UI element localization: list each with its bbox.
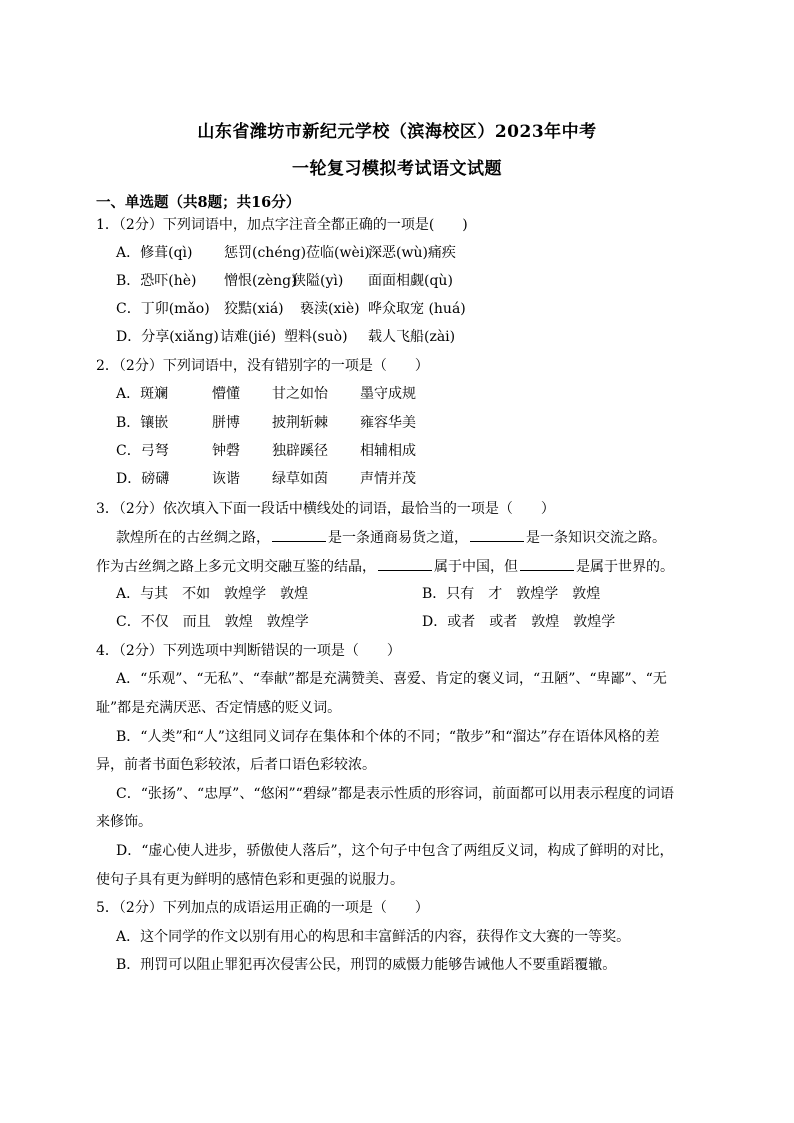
- question-3-option-b: B．只有 才 敦煌学 敦煌: [422, 586, 601, 602]
- question-5-option-a: A．这个同学的作文以别有用心的构思和丰富鲜活的内容，获得作文大赛的一等奖。: [116, 929, 631, 945]
- question-2-option-c: [116, 441, 416, 461]
- option-text: D．分享(xiǎng): [116, 329, 219, 345]
- option-text: 诙谐: [212, 471, 240, 487]
- question-5-stem: 5．（2分）下列加点的成语运用正确的一项是（ ）: [96, 900, 429, 916]
- option-text: 憎恨(zèng): [224, 273, 297, 289]
- question-3-option-d: D．或者 或者 敦煌 敦煌学: [422, 614, 616, 630]
- option-text: 惩罚(chéng)莅临(wèi): [224, 245, 370, 261]
- fill-blank: [470, 527, 524, 542]
- question-3-stem: 3．（2分）依次填入下面一段话中横线处的词语，最恰当的一项是（ ）: [96, 501, 555, 517]
- option-text: 雍容华美: [360, 415, 416, 431]
- option-text: C．丁卯(mǎo): [116, 301, 210, 317]
- option-text: B．镶嵌: [116, 415, 169, 431]
- option-text: 狡黠(xiá): [224, 301, 284, 317]
- question-1-option-c: [116, 299, 466, 319]
- option-text: 亵渎(xiè): [300, 301, 360, 317]
- section-heading: 一、单选题（共8题；共16分）: [96, 194, 301, 211]
- passage-text: 是属于世界的。: [576, 559, 674, 575]
- option-text: 深恶(wù)痛疾: [368, 245, 456, 261]
- option-text: 胼博: [212, 415, 240, 431]
- option-text: 诘难(jié): [220, 329, 277, 345]
- question-3-option-a: A．与其 不如 敦煌学 敦煌: [116, 586, 309, 602]
- question-4-option-a-cont: 耻”都是充满厌恶、否定情感的贬义词。: [96, 700, 342, 716]
- passage-text: 是一条知识交流之路。: [526, 530, 666, 546]
- option-text: B．恐吓(hè): [116, 273, 197, 289]
- option-text: A．修葺(qì): [116, 245, 193, 261]
- passage-text: 作为古丝绸之路上多元文明交融互鉴的结晶，: [96, 559, 376, 575]
- fill-blank: [272, 527, 326, 542]
- question-4-option-b: B．“人类”和“人”这组同义词存在集体和个体的不同；“散步”和“溜达”存在语体风格的差: [116, 729, 660, 745]
- option-text: 墨守成规: [360, 386, 416, 402]
- fill-blank: [520, 556, 574, 571]
- option-text: 载人飞船(zài): [368, 329, 456, 345]
- option-text: 甘之如怡: [272, 386, 328, 402]
- question-2-option-d: [116, 469, 416, 489]
- page-subtitle: 一轮复习模拟考试语文试题: [292, 159, 502, 179]
- question-4-stem: 4．（2分）下列选项中判断错误的一项是（ ）: [96, 643, 401, 659]
- page-title: 山东省潍坊市新纪元学校（滨海校区）2023年中考: [197, 122, 597, 142]
- question-3-option-c: C．不仅 而且 敦煌 敦煌学: [116, 614, 309, 630]
- question-4-option-b-cont: 异，前者书面色彩较浓，后者口语色彩较浓。: [96, 757, 376, 773]
- option-text: 声情并茂: [360, 471, 416, 487]
- question-4-option-d-cont: 使句子具有更为鲜明的感情色彩和更强的说服力。: [96, 872, 404, 888]
- option-text: 懵懂: [212, 386, 240, 402]
- option-text: C．弓弩: [116, 443, 169, 459]
- question-1-option-a: [116, 243, 456, 263]
- question-3-passage-line-1: [116, 527, 666, 548]
- option-text: 绿草如茵: [272, 471, 328, 487]
- option-text: A．斑斓: [116, 386, 169, 402]
- question-4-option-c-cont: 来修饰。: [96, 814, 152, 830]
- option-text: 塑料(suò): [284, 329, 348, 345]
- passage-text: 属于中国，但: [434, 559, 518, 575]
- question-3-passage-line-2: [96, 556, 674, 577]
- option-text: 面面相觑(qù): [368, 273, 453, 289]
- question-2-stem: 2．（2分）下列词语中，没有错别字的一项是（ ）: [96, 358, 429, 374]
- question-4-option-a: A．“乐观”、“无私”、“奉献”都是充满赞美、喜爱、肯定的褒义词，“丑陋”、“卑鄙”、“无: [116, 671, 667, 687]
- question-4-option-d: D．“虚心使人进步，骄傲使人落后”，这个句子中包含了两组反义词，构成了鲜明的对比，: [116, 843, 674, 859]
- question-1-option-b: [116, 271, 453, 291]
- question-1-stem: 1．（2分）下列词语中，加点字注音全都正确的一项是( ): [96, 217, 468, 233]
- option-text: 狭隘(yì): [292, 273, 344, 289]
- question-4-option-c: C．“张扬”、“忠厚”、“悠闲”“碧绿”都是表示性质的形容词，前面都可以用表示程度的词语: [116, 786, 674, 802]
- question-5-option-b: B．刑罚可以阻止罪犯再次侵害公民，刑罚的威慑力能够告诫他人不要重蹈覆辙。: [116, 957, 617, 973]
- passage-text: 是一条通商易货之道，: [328, 530, 468, 546]
- question-2-option-a: [116, 384, 416, 404]
- option-text: 相辅相成: [360, 443, 416, 459]
- question-2-option-b: [116, 413, 416, 433]
- option-text: D．磅礴: [116, 471, 170, 487]
- option-text: 哗众取宠 (huá): [368, 301, 466, 317]
- option-text: 钟磬: [212, 443, 240, 459]
- question-1-option-d: [116, 327, 455, 347]
- fill-blank: [378, 556, 432, 571]
- option-text: 披荆斩棘: [272, 415, 328, 431]
- option-text: 独辟蹊径: [272, 443, 328, 459]
- passage-text: 款煌所在的古丝绸之路，: [116, 530, 270, 546]
